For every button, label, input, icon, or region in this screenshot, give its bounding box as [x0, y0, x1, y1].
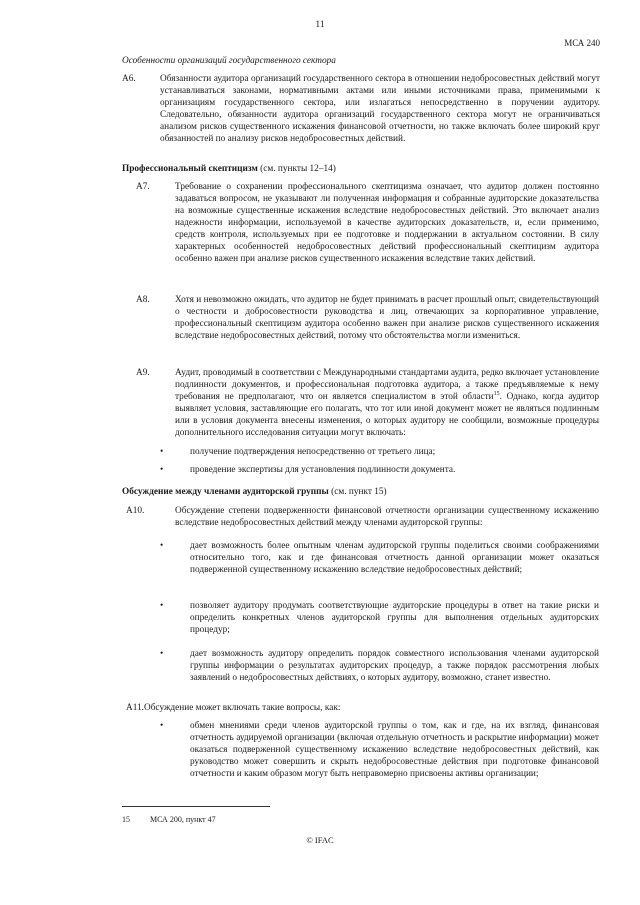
standard-code: МСА 240 — [564, 38, 600, 48]
paragraph-number-a10: A10. — [126, 506, 145, 516]
paragraph-a9 — [175, 367, 599, 439]
a11-bullet-1: обмен мнениями среди членов аудиторской группы о том, как и где, на их взгляд, финансовая отчетность аудируемой организации (включая отдельную отчетность и раскрытие информации) может оказаться подверженной существенному искажению вследствие недобросовестных действий, как руководство может совершить и скрыть недобросовестные действия при подготовке финансовой отчетности и каким образом могут быть неправомерно присвоены активы организации; — [190, 721, 599, 779]
paragraph-number-a7: A7. — [136, 182, 150, 192]
footnote-mark: 15 — [122, 815, 130, 824]
paragraph-a9-text-after: . Однако, когда аудитор выявляет условия, заставляющие его полагать, что тот или иной документ может не являться подлинным или в условия документа внесены изменения, о которых аудитору не сообщили, возможные процедуры дополнительного исследования ситуации могут включать: — [175, 392, 600, 438]
footnote-text: МСА 200, пункт 47 — [150, 815, 216, 824]
paragraph-a11-head: A11.Обсуждение может включать такие вопросы, как: — [126, 703, 341, 713]
paragraph-number-a6: A6. — [122, 74, 136, 84]
paragraph-number-a9: A9. — [136, 368, 150, 378]
bullet-icon: • — [160, 601, 164, 611]
section-heading-public-sector: Особенности организаций государственного сектора — [122, 56, 336, 66]
section-heading-discussion-title: Обсуждение между членами аудиторской группы — [122, 487, 329, 497]
copyright: © IFAC — [306, 835, 334, 845]
page-number: 11 — [315, 20, 325, 30]
a10-bullet-1: дает возможность более опытным членам аудиторской группы поделиться своими соображениями относительно того, как и где финансовая отчетность данной организации может оказаться подверженной существенному искажению вследствие недобросовестных действий; — [190, 541, 599, 575]
section-heading-skepticism-title: Профессиональный скептицизм — [122, 164, 258, 174]
paragraph-a6: Обязанности аудитора организаций государственного сектора в отношении недобросовестных действий могут устанавливаться законами, нормативными актами или иными источниками права, применимыми к организациям государственного сектора, или излагаться непосредственно в поручении аудитору. Следовательно, обязанности аудитора организаций государственного сектора могут не ограничиваться анализом рисков существенного искажения финансовой отчетности, но также включать более широкий круг обязанностей по анализу рисков недобросовестных действий. — [160, 74, 600, 144]
section-heading-discussion — [122, 486, 387, 498]
paragraph-a8: Хотя и невозможно ожидать, что аудитор не будет принимать в расчет прошлый опыт, свидетельствующий о честности и добросовестности руководства и лиц, отвечающих за корпоративное управление, профессиональный скептицизм аудитора особенно важен при анализе рисков существенного искажения вследствие недобросовестных действий, потому что обстоятельства могли измениться. — [175, 295, 599, 341]
section-heading-skepticism — [122, 163, 336, 175]
a9-bullet-1: получение подтверждения непосредственно от третьего лица; — [190, 447, 436, 457]
a9-bullet-2: проведение экспертизы для установления подлинности документа. — [190, 465, 456, 475]
a10-bullet-3: дает возможность аудитору определить порядок совместного использования членами аудиторской группы информации о результатах аудиторских процедур, а также порядок рассмотрения любых заявлений о недобросовестных действиях, о которых аудитору, возможно, станет известно. — [190, 649, 599, 683]
paragraph-a7: Требование о сохранении профессионального скептицизма означает, что аудитор должен постоянно задаваться вопросом, не указывают ли полученная информация и собранные аудиторские доказательства на возможные существенные искажения вследствие недобросовестных действий. Это включает анализ надежности информации, используемой в качестве аудиторских доказательств, и, если применимо, средств контроля, используемых при ее подготовке и поддержании в актуальном состоянии. В силу характерных особенностей недобросовестных действий профессиональный скептицизм аудитора особенно важен при анализе рисков существенного искажения вследствие таких действий. — [175, 182, 599, 264]
bullet-icon: • — [160, 447, 164, 457]
section-heading-skepticism-ref: (см. пункты 12–14) — [260, 164, 336, 174]
footnote-reference-15: 15 — [493, 390, 500, 397]
footnote-separator — [122, 806, 270, 807]
paragraph-number-a8: A8. — [136, 295, 150, 305]
paragraph-a10: Обсуждение степени подверженности финансовой отчетности организации существенному искажению вследствие недобросовестных действий между членами аудиторской группы: — [175, 506, 599, 528]
bullet-icon: • — [160, 465, 164, 475]
bullet-icon: • — [160, 541, 164, 551]
section-heading-discussion-ref: (см. пункт 15) — [331, 487, 387, 497]
paragraph-a9-text-before: Аудит, проводимый в соответствии с Международными стандартами аудита, редко включает установление подлинности документов, и профессиональная подготовка аудитора, а также предъявляемые к нему требования не предполагают, что он является специалистом в этой области — [175, 368, 599, 402]
bullet-icon: • — [160, 721, 164, 731]
a10-bullet-2: позволяет аудитору продумать соответствующие аудиторские процедуры в ответ на такие риски и определить конкретных членов аудиторской группы для выполнения отдельных аудиторских процедур; — [190, 601, 599, 635]
bullet-icon: • — [160, 649, 164, 659]
